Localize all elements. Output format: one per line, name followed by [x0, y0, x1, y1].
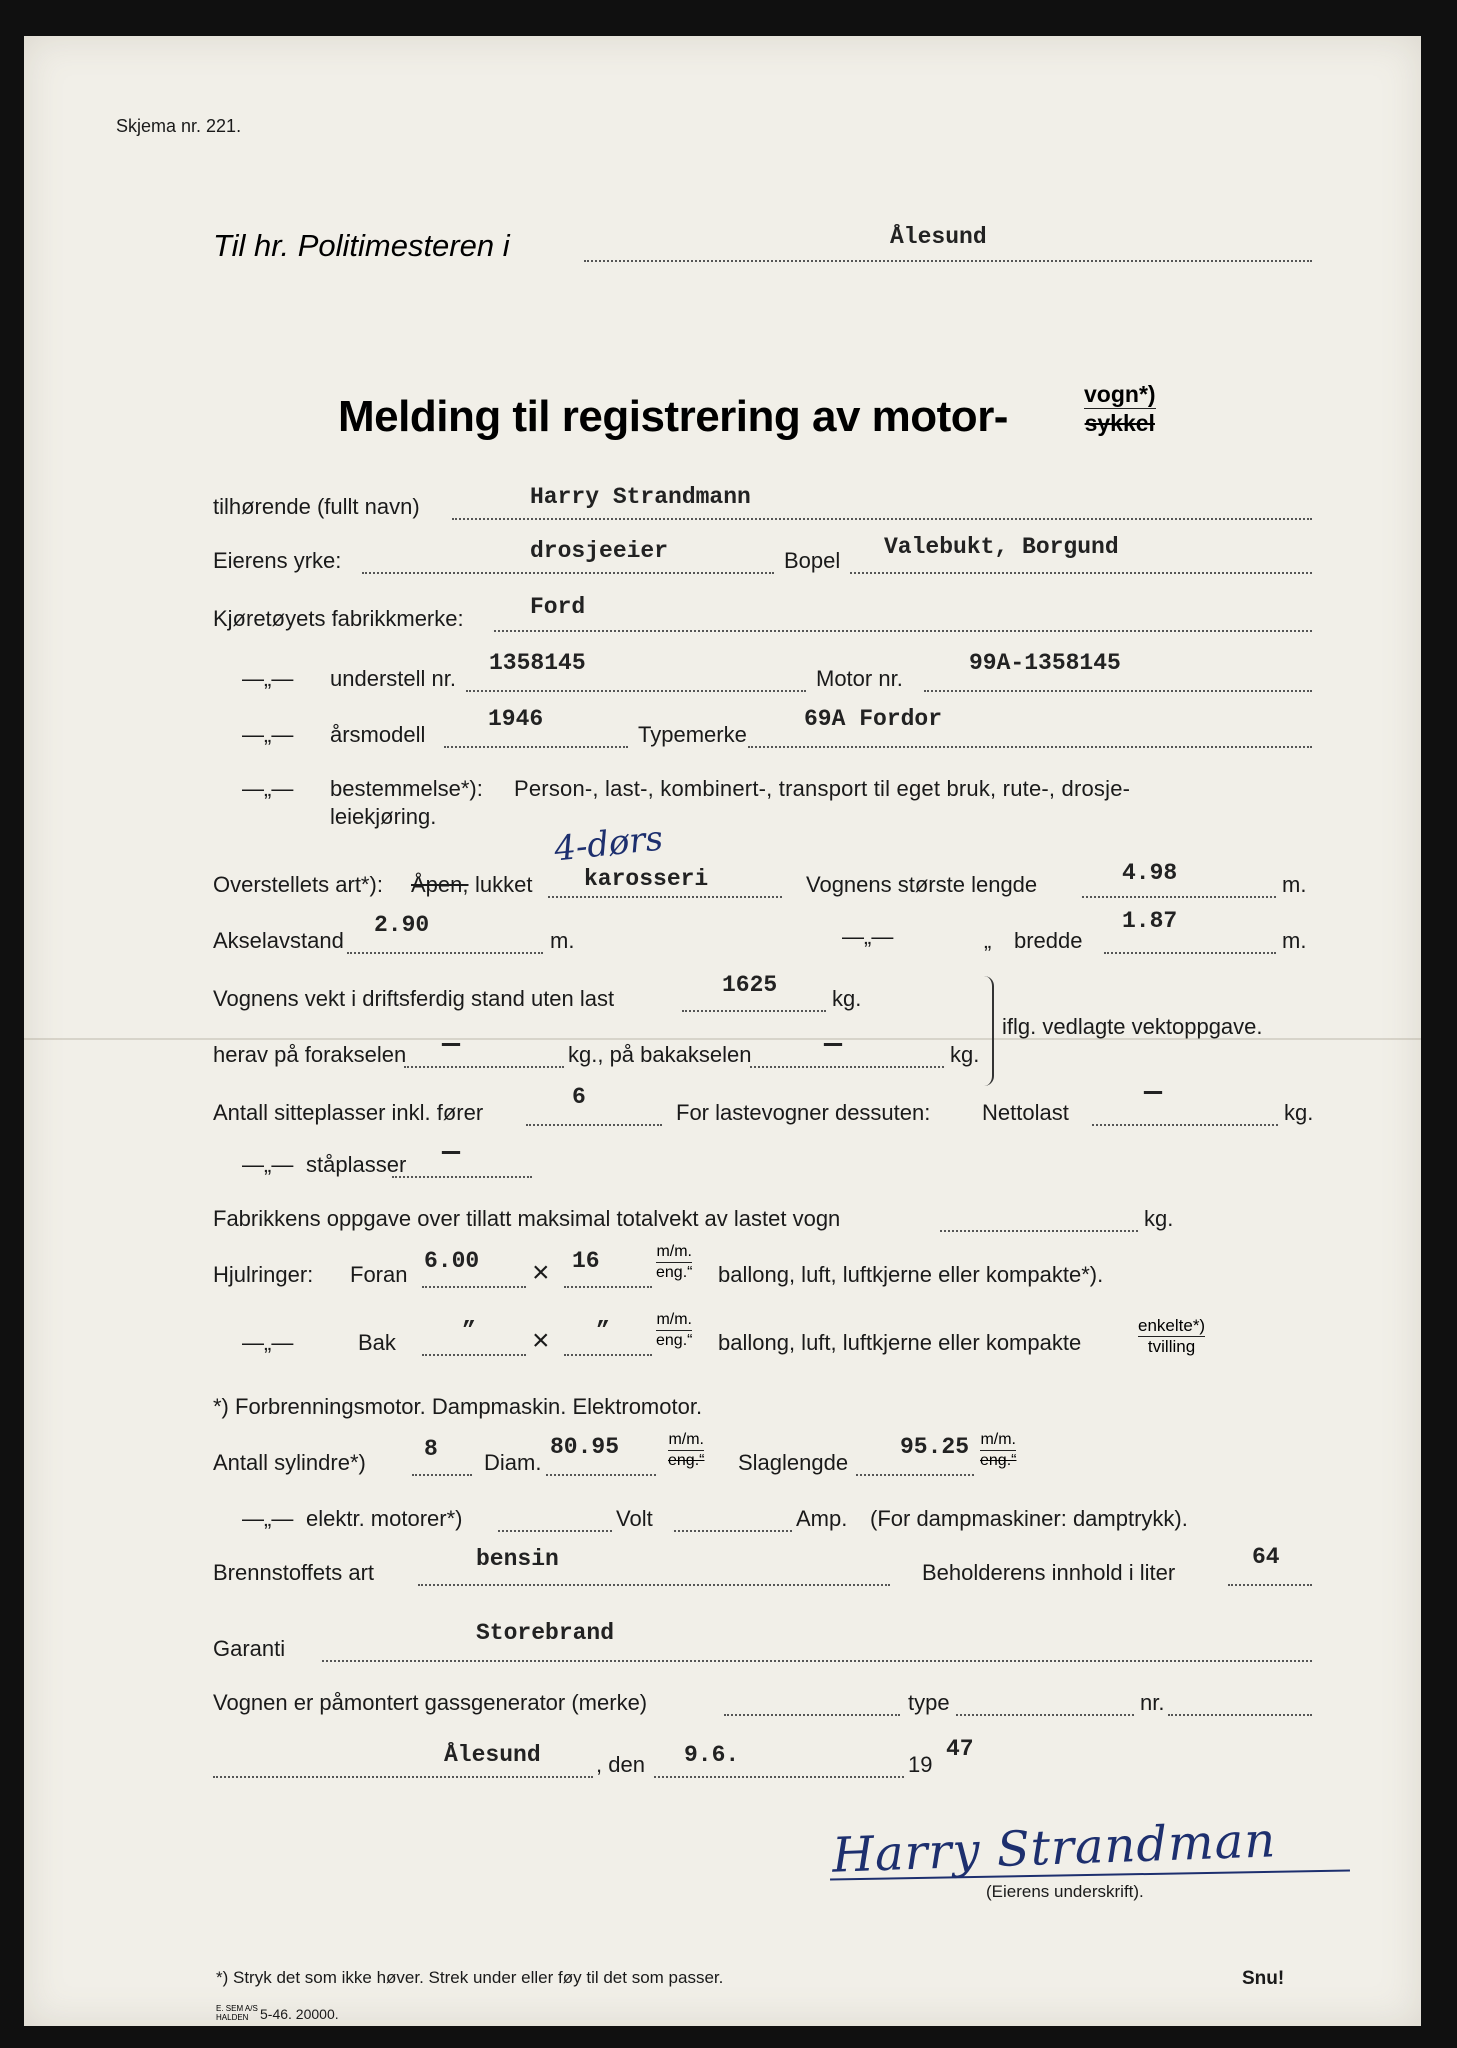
fuel-line [418, 1584, 890, 1586]
wheelbase-line [347, 952, 543, 954]
residence-line [850, 572, 1312, 574]
rear-size-1[interactable]: ” [462, 1318, 476, 1344]
standing-label: ståplasser [306, 1152, 407, 1177]
weight-note: iflg. vedlagte vektoppgave. [1002, 1014, 1263, 1039]
weight-line [682, 1010, 826, 1012]
tyre-types: ballong, luft, luftkjerne eller kompakte*). [718, 1262, 1104, 1287]
front-unit-frac [656, 1242, 692, 1283]
recipient-line [584, 260, 1312, 262]
front-size2-line [564, 1286, 652, 1288]
weight-label: Vognens vekt i driftsferdig stand uten last [213, 986, 615, 1011]
date-line [654, 1776, 904, 1778]
motor-label: Motor nr. [816, 666, 903, 691]
front-axle-label: herav på forakselen [213, 1042, 407, 1067]
unit-eng: eng.“ [656, 1264, 693, 1281]
form-title: Melding til registrering av motor- [338, 392, 1008, 441]
rear-size1-line [422, 1354, 526, 1356]
cylinders-value[interactable]: 8 [424, 1436, 438, 1462]
gas-nr-line [1168, 1714, 1312, 1716]
ditto-mark: —„— [242, 1330, 294, 1355]
weight-brace [984, 976, 994, 1086]
netload-value[interactable]: — [1144, 1076, 1163, 1110]
purpose-options-cont: leiekjøring. [330, 804, 437, 829]
body-closed: lukket [475, 872, 533, 897]
ditto-mark: —„— [242, 776, 294, 801]
date-value[interactable]: 9.6. [684, 1742, 740, 1768]
type-line [748, 746, 1312, 748]
guarantee-value[interactable]: Storebrand [476, 1620, 615, 1646]
seats-label: Antall sitteplasser inkl. fører [213, 1100, 484, 1125]
tank-label: Beholderens innhold i liter [922, 1560, 1176, 1585]
width-unit: m. [1282, 928, 1307, 953]
printer-mark: E. SEM A/S HALDEN [216, 2004, 258, 2022]
standing-value[interactable]: — [442, 1136, 461, 1170]
guarantee-label: Garanti [213, 1636, 286, 1661]
diam-label: Diam. [484, 1450, 542, 1475]
volt-label: Volt [616, 1506, 653, 1531]
gas-label: Vognen er påmontert gassgenerator (merke) [213, 1690, 648, 1715]
occupation-label: Eierens yrke: [213, 548, 342, 573]
place-value[interactable]: Ålesund [444, 1742, 541, 1768]
year-value[interactable]: 1946 [488, 706, 544, 732]
rear-axle-line [750, 1066, 944, 1068]
netload-label: Nettolast [982, 1100, 1069, 1125]
unit-mm: m/m. [980, 1430, 1016, 1451]
seats-value[interactable]: 6 [572, 1084, 586, 1110]
diam-value[interactable]: 80.95 [550, 1434, 620, 1460]
ditto-mark: —„— [842, 924, 894, 949]
wheelbase-unit: m. [550, 928, 575, 953]
gas-type-line [956, 1714, 1134, 1716]
unit-eng: eng.“ [980, 1452, 1017, 1469]
ditto-mark: —„— [242, 666, 294, 691]
motor-line [924, 690, 1312, 692]
title-frac-bottom: sykkel [1084, 410, 1155, 436]
place-line [213, 1776, 593, 1778]
front-axle-line [404, 1066, 564, 1068]
residence-label: Bopel [784, 548, 841, 573]
diam-line [546, 1474, 656, 1476]
motor-value[interactable]: 99A-1358145 [969, 650, 1121, 676]
residence-value[interactable]: Valebukt, Borgund [884, 534, 1119, 560]
recipient-label: Til hr. Politimesteren i [213, 228, 510, 263]
single-label: enkelte*) [1138, 1316, 1206, 1335]
length-unit: m. [1282, 872, 1307, 897]
type-value[interactable]: 69A Fordor [804, 706, 943, 732]
make-value[interactable]: Ford [530, 594, 586, 620]
wheelbase-label: Akselavstand [213, 928, 344, 953]
form-number: Skjema nr. 221. [116, 116, 242, 136]
rear-unit-frac [656, 1310, 692, 1351]
width-ditto: „ [984, 928, 992, 953]
engine-types: *) Forbrenningsmotor. Dampmaskin. Elektromotor. [213, 1394, 703, 1419]
year-line [444, 746, 628, 748]
netload-unit: kg. [1284, 1100, 1314, 1125]
gas-type-label: type [908, 1690, 950, 1715]
length-value[interactable]: 4.98 [1122, 860, 1178, 886]
body-open: Åpen, [411, 872, 469, 897]
front-wheel-label: Foran [350, 1262, 408, 1287]
tank-line [1228, 1584, 1312, 1586]
title-vehicle-type [1084, 380, 1156, 437]
volt-line [674, 1530, 792, 1532]
gas-line [724, 1714, 900, 1716]
rear-axle-label: kg., på bakakselen [568, 1042, 752, 1067]
rear-axle-unit: kg. [950, 1042, 980, 1067]
length-line [1082, 896, 1276, 898]
unit-eng: eng.“ [668, 1452, 705, 1469]
tank-value[interactable]: 64 [1252, 1544, 1280, 1570]
print-info: 5-46. 20000. [260, 2006, 339, 2022]
unit-mm: m/m. [656, 1310, 692, 1331]
cylinders-line [412, 1474, 472, 1476]
ditto-mark: —„— [242, 722, 294, 747]
unit-mm: m/m. [668, 1430, 704, 1451]
steam-label: (For dampmaskiner: damptrykk). [870, 1506, 1188, 1531]
body-value[interactable]: karosseri [584, 866, 709, 892]
unit-mm: m/m. [656, 1242, 692, 1263]
cylinders-label: Antall sylindre*) [213, 1450, 366, 1475]
year-label: årsmodell [330, 722, 426, 747]
width-label: bredde [1014, 928, 1083, 953]
amp-label: Amp. [796, 1506, 848, 1531]
rear-axle-value[interactable]: — [824, 1028, 843, 1062]
make-line [494, 630, 1312, 632]
body-line [548, 896, 782, 898]
electric-label: elektr. motorer*) [306, 1506, 463, 1531]
ditto-mark: —„— [242, 1506, 294, 1531]
front-size-2[interactable]: 16 [572, 1248, 600, 1274]
front-times: × [532, 1256, 550, 1289]
body-handwritten[interactable]: 4-dørs [552, 818, 665, 870]
fuel-value[interactable]: bensin [476, 1546, 559, 1572]
occupation-line [362, 572, 774, 574]
year-suffix[interactable]: 47 [946, 1736, 974, 1762]
rear-wheel-label: Bak [358, 1330, 396, 1355]
width-value[interactable]: 1.87 [1122, 908, 1178, 934]
turn-over: Snu! [1242, 1968, 1285, 1989]
owner-line [452, 518, 1312, 520]
rear-size2-line [564, 1354, 652, 1356]
front-axle-value[interactable]: — [442, 1028, 461, 1062]
twin-label: tvilling [1147, 1337, 1196, 1356]
guarantee-line [322, 1660, 1312, 1662]
year-prefix: 19 [908, 1752, 933, 1777]
chassis-line [466, 690, 806, 692]
signature-label: (Eierens underskrift). [986, 1882, 1144, 1901]
purpose-options: Person-, last-, kombinert-, transport til eget bruk, rute-, drosje- [514, 776, 1131, 801]
wheels-label: Hjulringer: [213, 1262, 314, 1287]
stroke-label: Slaglengde [738, 1450, 849, 1475]
ditto-mark: —„— [242, 1152, 294, 1177]
title-frac-top: vogn*) [1084, 381, 1156, 407]
truck-label: For lastevogner dessuten: [676, 1100, 931, 1125]
owner-signature: Harry Strandman [831, 1812, 1278, 1884]
make-label: Kjøretøyets fabrikkmerke: [213, 606, 464, 631]
single-twin-frac [1138, 1316, 1205, 1357]
maxweight-line [940, 1230, 1138, 1232]
maxweight-label: Fabrikkens oppgave over tillatt maksimal totalvekt av lastet vogn [213, 1206, 841, 1231]
seats-line [526, 1124, 662, 1126]
stroke-line [856, 1474, 974, 1476]
fuel-label: Brennstoffets art [213, 1560, 375, 1585]
form-sheet [24, 36, 1421, 2026]
unit-eng: eng.“ [656, 1332, 693, 1349]
chassis-value[interactable]: 1358145 [489, 650, 586, 676]
weight-unit: kg. [832, 986, 862, 1011]
footnote: *) Stryk det som ikke høver. Strek under eller føy til det som passer. [216, 1968, 724, 1987]
weight-value[interactable]: 1625 [722, 972, 778, 998]
netload-line [1092, 1124, 1278, 1126]
chassis-label: understell nr. [330, 666, 456, 691]
occupation-value[interactable]: drosjeeier [530, 538, 669, 564]
stroke-unit-frac [980, 1430, 1016, 1471]
tyre-types-rear: ballong, luft, luftkjerne eller kompakte [718, 1330, 1082, 1355]
type-label: Typemerke [638, 722, 747, 747]
owner-label: tilhørende (fullt navn) [213, 494, 420, 519]
front-size1-line [422, 1286, 526, 1288]
rear-times: × [532, 1324, 550, 1357]
gas-nr-label: nr. [1140, 1690, 1165, 1715]
wheelbase-value[interactable]: 2.90 [374, 912, 430, 938]
owner-value[interactable]: Harry Strandmann [530, 484, 751, 510]
recipient-city[interactable]: Ålesund [890, 224, 987, 250]
width-line [1104, 952, 1276, 954]
stroke-value[interactable]: 95.25 [900, 1434, 970, 1460]
diam-unit-frac [668, 1430, 704, 1471]
date-label: , den [596, 1752, 645, 1777]
front-size-1[interactable]: 6.00 [424, 1248, 480, 1274]
purpose-label: bestemmelse*): [330, 776, 483, 801]
body-label: Overstellets art*): [213, 872, 383, 897]
standing-line [392, 1176, 532, 1178]
rear-size-2[interactable]: ” [596, 1318, 610, 1344]
length-label: Vognens største lengde [806, 872, 1038, 897]
maxweight-unit: kg. [1144, 1206, 1174, 1231]
electric-line [498, 1530, 612, 1532]
